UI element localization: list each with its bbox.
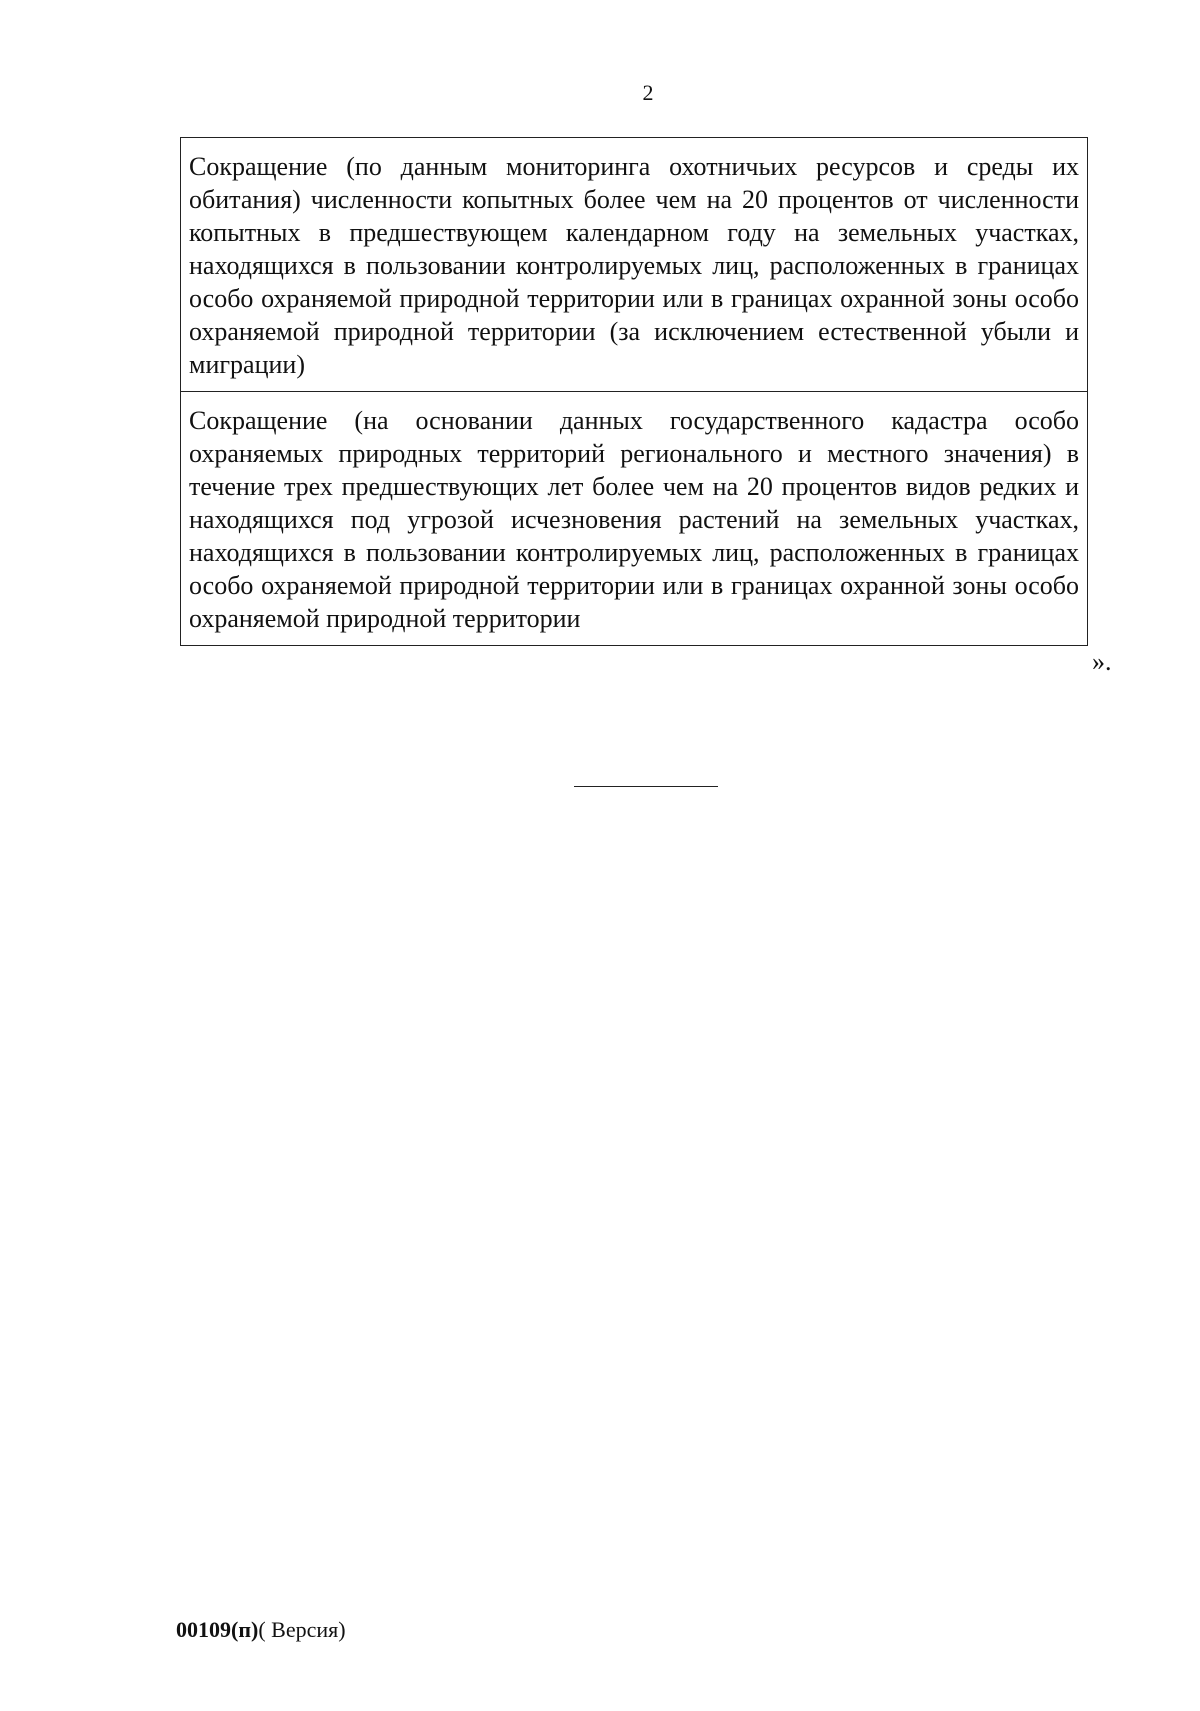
- criteria-table: [180, 137, 1088, 646]
- page-number: 2: [642, 80, 654, 105]
- document-code: 00109(п): [176, 1617, 259, 1642]
- closing-quote: ».: [1092, 647, 1112, 676]
- separator-line: [574, 786, 718, 787]
- document-version: ( Версия): [258, 1617, 346, 1642]
- criteria-row-ungulates: Сокращение (по данным мониторинга охотничьих ресурсов и среды их обитания) численности копытных более чем на 20 процентов от численности копытных в предшествующем календарном году на земельных участках, находящихся в пользовании контролируемых лиц, расположенных в границах особо охраняемой природной территории или в границах охранной зоны особо охраняемой природной территории (за исключением естественной убыли и миграции): [189, 152, 1079, 379]
- document-footer: [176, 1617, 346, 1643]
- criteria-row-rare-plants: Сокращение (на основании данных государственного кадастра особо охраняемых природных территорий регионального и местного значения) в течение трех предшествующих лет более чем на 20 процентов видов редких и находящихся под угрозой исчезновения растений на земельных участках, находящихся в пользовании контролируемых лиц, расположенных в границах особо охраняемой природной территории или в границах охранной зоны особо охраняемой природной территории: [181, 391, 1087, 645]
